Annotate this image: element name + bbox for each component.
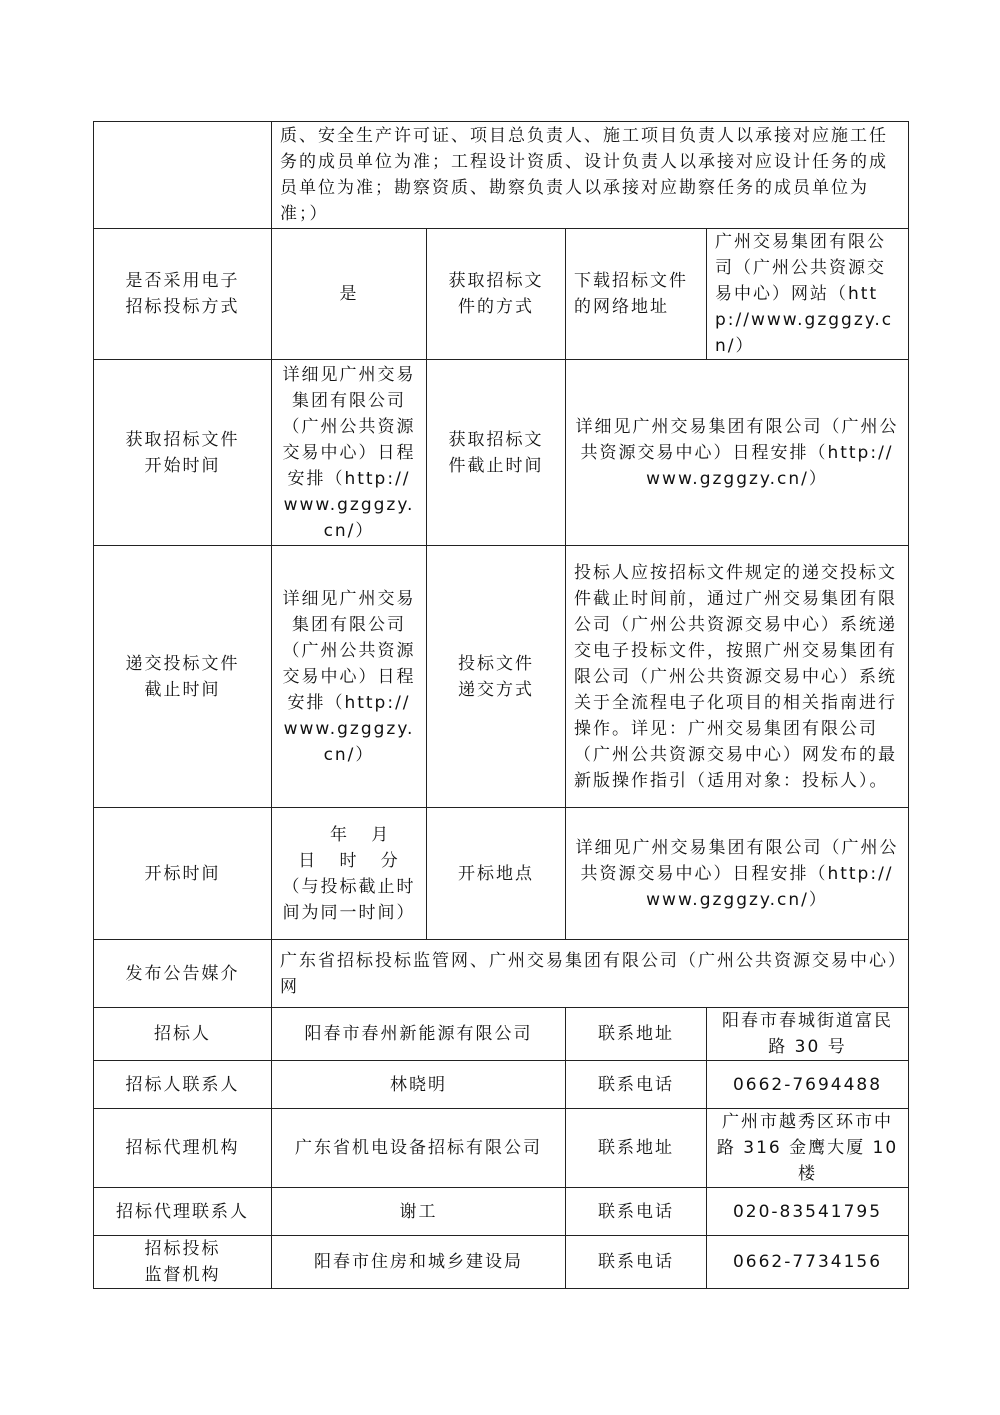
agency-contact-value: 谢工 xyxy=(272,1188,566,1236)
submission-method-value: 投标人应按招标文件规定的递交投标文件截止时间前，通过广州交易集团有限公司（广州公共资源交易中心）系统递交电子投标文件，按照广州交易集团有限公司（广州公共资源交易中心）系统关于全流程电子化项目的相关指南进行操作。详见：广州交易集团有限公司（广州公共资源交易中心）网发布的最新版操作指引（适用对象：投标人）。 xyxy=(566,546,909,808)
obtain-time-row xyxy=(94,360,909,546)
agency-address-label: 联系地址 xyxy=(566,1109,707,1188)
supervision-phone-value: 0662-7734156 xyxy=(707,1236,909,1289)
tenderer-contact-label: 招标人联系人 xyxy=(94,1061,272,1109)
agency-phone-value: 020-83541795 xyxy=(707,1188,909,1236)
media-value: 广东省招标投标监管网、广州交易集团有限公司（广州公共资源交易中心）网 xyxy=(272,940,909,1008)
supervision-phone-label: 联系电话 xyxy=(566,1236,707,1289)
opening-place-value: 详细见广州交易集团有限公司（广州公共资源交易中心）日程安排（http://www.gzggzy.cn/） xyxy=(566,808,909,940)
tenderer-contact-value: 林晓明 xyxy=(272,1061,566,1109)
tender-info-table xyxy=(93,121,909,1289)
tenderer-label: 招标人 xyxy=(94,1008,272,1061)
supervision-row xyxy=(94,1236,909,1289)
qualification-blank-cell xyxy=(94,122,272,229)
obtain-start-label: 获取招标文件 开始时间 xyxy=(94,360,272,546)
media-label: 发布公告媒介 xyxy=(94,940,272,1008)
electronic-bid-value: 是 xyxy=(272,229,427,360)
submission-row xyxy=(94,546,909,808)
electronic-bid-label: 是否采用电子 招标投标方式 xyxy=(94,229,272,360)
obtain-end-label: 获取招标文 件截止时间 xyxy=(427,360,566,546)
tenderer-contact-row xyxy=(94,1061,909,1109)
tenderer-row xyxy=(94,1008,909,1061)
tenderer-value: 阳春市春州新能源有限公司 xyxy=(272,1008,566,1061)
electronic-bid-row xyxy=(94,229,909,360)
agency-phone-label: 联系电话 xyxy=(566,1188,707,1236)
opening-time-value: 年 月 日 时 分 （与投标截止时间为同一时间） xyxy=(272,808,427,940)
download-address-value: 广州交易集团有限公司（广州公共资源交易中心）网站（http://www.gzggzy.cn/） xyxy=(707,229,909,360)
tenderer-phone-label: 联系电话 xyxy=(566,1061,707,1109)
download-address-label: 下载招标文件的网络地址 xyxy=(566,229,707,360)
submission-deadline-value: 详细见广州交易集团有限公司（广州公共资源交易中心）日程安排（http://www.gzggzy.cn/） xyxy=(272,546,427,808)
tenderer-address-label: 联系地址 xyxy=(566,1008,707,1061)
submission-method-label: 投标文件 递交方式 xyxy=(427,546,566,808)
agency-contact-label: 招标代理联系人 xyxy=(94,1188,272,1236)
agency-label: 招标代理机构 xyxy=(94,1109,272,1188)
qualification-note: 质、安全生产许可证、项目总负责人、施工项目负责人以承接对应施工任务的成员单位为准；工程设计资质、设计负责人以承接对应设计任务的成员单位为准；勘察资质、勘察负责人以承接对应勘察任务的成员单位为准；） xyxy=(272,122,909,229)
media-row xyxy=(94,940,909,1008)
agency-contact-row xyxy=(94,1188,909,1236)
obtain-method-label: 获取招标文 件的方式 xyxy=(427,229,566,360)
supervision-label: 招标投标 监督机构 xyxy=(94,1236,272,1289)
agency-row xyxy=(94,1109,909,1188)
tenderer-address-value: 阳春市春城街道富民路 30 号 xyxy=(707,1008,909,1061)
opening-place-label: 开标地点 xyxy=(427,808,566,940)
agency-value: 广东省机电设备招标有限公司 xyxy=(272,1109,566,1188)
opening-time-label: 开标时间 xyxy=(94,808,272,940)
submission-deadline-label: 递交投标文件 截止时间 xyxy=(94,546,272,808)
opening-row xyxy=(94,808,909,940)
agency-address-value: 广州市越秀区环市中路 316 金鹰大厦 10 楼 xyxy=(707,1109,909,1188)
obtain-start-value: 详细见广州交易集团有限公司（广州公共资源交易中心）日程安排（http://www.gzggzy.cn/） xyxy=(272,360,427,546)
tenderer-phone-value: 0662-7694488 xyxy=(707,1061,909,1109)
qualification-row xyxy=(94,122,909,229)
obtain-end-value: 详细见广州交易集团有限公司（广州公共资源交易中心）日程安排（http://www.gzggzy.cn/） xyxy=(566,360,909,546)
supervision-value: 阳春市住房和城乡建设局 xyxy=(272,1236,566,1289)
